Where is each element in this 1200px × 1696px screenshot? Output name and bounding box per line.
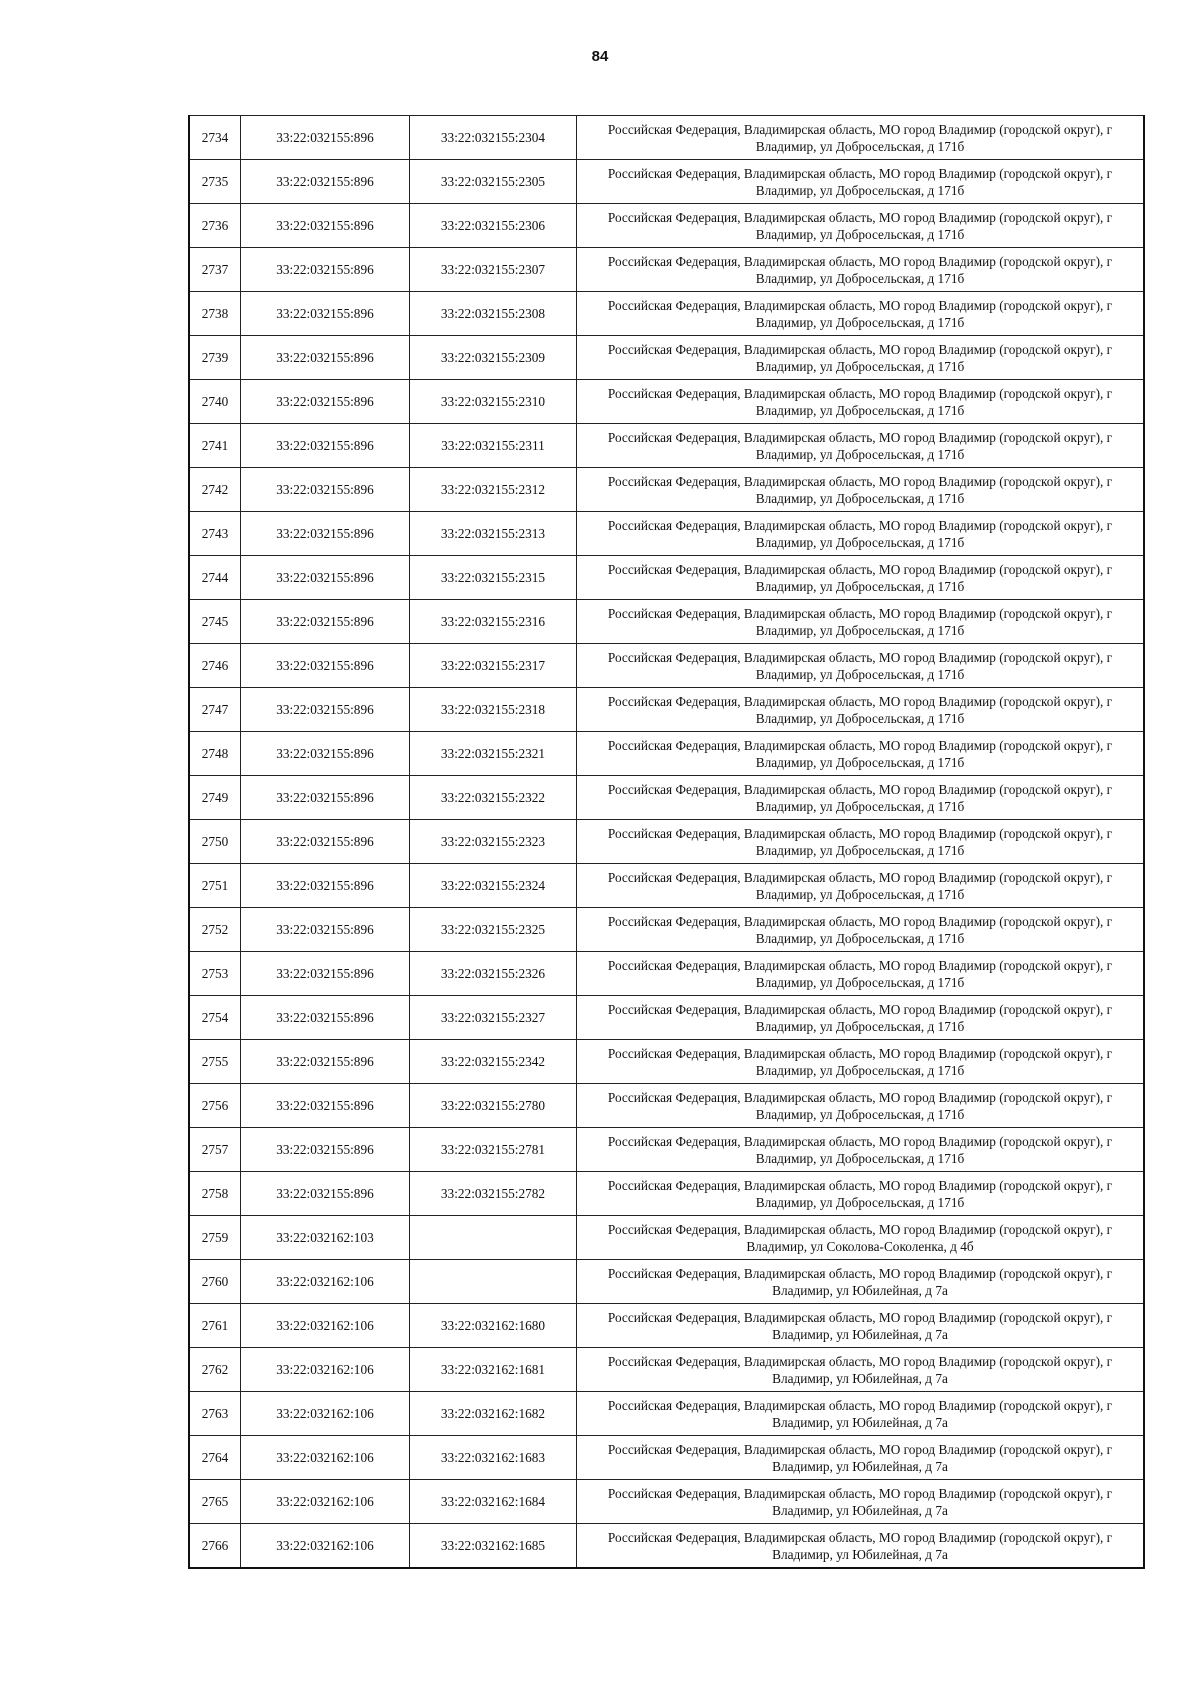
address-line-1: Российская Федерация, Владимирская область, МО город Владимир (городской округ), г <box>607 561 1113 577</box>
object-cadastral-number: 33:22:032155:2321 <box>410 732 577 776</box>
address-line-2: Владимир, ул Добросельская, д 171б <box>755 578 965 594</box>
address-line-2: Владимир, ул Добросельская, д 171б <box>755 490 965 506</box>
address-cell <box>577 1084 1145 1128</box>
object-cadastral-number: 33:22:032155:2327 <box>410 996 577 1040</box>
address-line-2: Владимир, ул Добросельская, д 171б <box>755 754 965 770</box>
row-number: 2761 <box>189 1304 241 1348</box>
row-number: 2734 <box>189 116 241 160</box>
table-row <box>189 1348 1144 1392</box>
parent-cadastral-number: 33:22:032155:896 <box>241 380 410 424</box>
row-number: 2759 <box>189 1216 241 1260</box>
table-row <box>189 600 1144 644</box>
parent-cadastral-number: 33:22:032155:896 <box>241 776 410 820</box>
address-line-2: Владимир, ул Добросельская, д 171б <box>755 1106 965 1122</box>
address-cell <box>577 116 1145 160</box>
address-line-2: Владимир, ул Добросельская, д 171б <box>755 138 965 154</box>
parent-cadastral-number: 33:22:032162:103 <box>241 1216 410 1260</box>
address-line-2: Владимир, ул Соколова-Соколенка, д 4б <box>746 1238 974 1254</box>
parent-cadastral-number: 33:22:032155:896 <box>241 1084 410 1128</box>
object-cadastral-number: 33:22:032155:2317 <box>410 644 577 688</box>
object-cadastral-number: 33:22:032155:2323 <box>410 820 577 864</box>
address-line-1: Российская Федерация, Владимирская область, МО город Владимир (городской округ), г <box>607 781 1113 797</box>
row-number: 2753 <box>189 952 241 996</box>
address-cell <box>577 160 1145 204</box>
parent-cadastral-number: 33:22:032155:896 <box>241 556 410 600</box>
address-line-1: Российская Федерация, Владимирская область, МО город Владимир (городской округ), г <box>607 209 1113 225</box>
object-cadastral-number: 33:22:032155:2324 <box>410 864 577 908</box>
address-cell <box>577 1480 1145 1524</box>
table-row <box>189 952 1144 996</box>
table-body <box>189 116 1144 1569</box>
address-line-2: Владимир, ул Добросельская, д 171б <box>755 1150 965 1166</box>
parent-cadastral-number: 33:22:032155:896 <box>241 248 410 292</box>
object-cadastral-number: 33:22:032155:2313 <box>410 512 577 556</box>
row-number: 2765 <box>189 1480 241 1524</box>
row-number: 2748 <box>189 732 241 776</box>
parent-cadastral-number: 33:22:032155:896 <box>241 512 410 556</box>
address-line-2: Владимир, ул Добросельская, д 171б <box>755 666 965 682</box>
row-number: 2754 <box>189 996 241 1040</box>
address-line-1: Российская Федерация, Владимирская область, МО город Владимир (городской округ), г <box>607 341 1113 357</box>
address-cell <box>577 1392 1145 1436</box>
object-cadastral-number <box>410 1216 577 1260</box>
parent-cadastral-number: 33:22:032162:106 <box>241 1480 410 1524</box>
address-line-1: Российская Федерация, Владимирская область, МО город Владимир (городской округ), г <box>607 737 1113 753</box>
table-row <box>189 864 1144 908</box>
address-line-1: Российская Федерация, Владимирская область, МО город Владимир (городской округ), г <box>607 1529 1113 1545</box>
object-cadastral-number: 33:22:032155:2308 <box>410 292 577 336</box>
table-row <box>189 248 1144 292</box>
address-line-2: Владимир, ул Добросельская, д 171б <box>755 930 965 946</box>
table-row <box>189 1304 1144 1348</box>
address-line-1: Российская Федерация, Владимирская область, МО город Владимир (городской округ), г <box>607 693 1113 709</box>
object-cadastral-number: 33:22:032162:1683 <box>410 1436 577 1480</box>
address-cell <box>577 204 1145 248</box>
table-row <box>189 820 1144 864</box>
address-cell <box>577 864 1145 908</box>
address-line-1: Российская Федерация, Владимирская область, МО город Владимир (городской округ), г <box>607 869 1113 885</box>
address-cell <box>577 1216 1145 1260</box>
address-line-1: Российская Федерация, Владимирская область, МО город Владимир (городской округ), г <box>607 1441 1113 1457</box>
table-row <box>189 204 1144 248</box>
object-cadastral-number: 33:22:032155:2305 <box>410 160 577 204</box>
row-number: 2758 <box>189 1172 241 1216</box>
object-cadastral-number: 33:22:032155:2780 <box>410 1084 577 1128</box>
table-row <box>189 116 1144 160</box>
address-line-2: Владимир, ул Добросельская, д 171б <box>755 226 965 242</box>
parent-cadastral-number: 33:22:032155:896 <box>241 1128 410 1172</box>
row-number: 2764 <box>189 1436 241 1480</box>
parent-cadastral-number: 33:22:032155:896 <box>241 644 410 688</box>
address-cell <box>577 1040 1145 1084</box>
address-line-2: Владимир, ул Добросельская, д 171б <box>755 534 965 550</box>
row-number: 2746 <box>189 644 241 688</box>
address-cell <box>577 996 1145 1040</box>
address-cell <box>577 600 1145 644</box>
table-row <box>189 776 1144 820</box>
address-line-2: Владимир, ул Юбилейная, д 7а <box>772 1458 948 1474</box>
address-line-1: Российская Федерация, Владимирская область, МО город Владимир (городской округ), г <box>607 297 1113 313</box>
object-cadastral-number: 33:22:032155:2310 <box>410 380 577 424</box>
table-row <box>189 468 1144 512</box>
address-cell <box>577 336 1145 380</box>
address-cell <box>577 1304 1145 1348</box>
parent-cadastral-number: 33:22:032162:106 <box>241 1524 410 1569</box>
object-cadastral-number: 33:22:032155:2304 <box>410 116 577 160</box>
parent-cadastral-number: 33:22:032155:896 <box>241 1040 410 1084</box>
address-line-2: Владимир, ул Добросельская, д 171б <box>755 182 965 198</box>
address-cell <box>577 1524 1145 1569</box>
address-line-1: Российская Федерация, Владимирская область, МО город Владимир (городской округ), г <box>607 473 1113 489</box>
object-cadastral-number: 33:22:032155:2311 <box>410 424 577 468</box>
address-line-2: Владимир, ул Добросельская, д 171б <box>755 974 965 990</box>
address-line-1: Российская Федерация, Владимирская область, МО город Владимир (городской округ), г <box>607 605 1113 621</box>
parent-cadastral-number: 33:22:032155:896 <box>241 952 410 996</box>
table-row <box>189 1436 1144 1480</box>
parent-cadastral-number: 33:22:032162:106 <box>241 1436 410 1480</box>
row-number: 2738 <box>189 292 241 336</box>
object-cadastral-number: 33:22:032155:2312 <box>410 468 577 512</box>
object-cadastral-number: 33:22:032155:2326 <box>410 952 577 996</box>
parent-cadastral-number: 33:22:032155:896 <box>241 600 410 644</box>
row-number: 2742 <box>189 468 241 512</box>
address-line-1: Российская Федерация, Владимирская область, МО город Владимир (городской округ), г <box>607 1177 1113 1193</box>
address-line-1: Российская Федерация, Владимирская область, МО город Владимир (городской округ), г <box>607 1309 1113 1325</box>
row-number: 2744 <box>189 556 241 600</box>
address-cell <box>577 1436 1145 1480</box>
table-row <box>189 1260 1144 1304</box>
row-number: 2762 <box>189 1348 241 1392</box>
address-line-1: Российская Федерация, Владимирская область, МО город Владимир (городской округ), г <box>607 957 1113 973</box>
object-cadastral-number: 33:22:032155:2309 <box>410 336 577 380</box>
table-row <box>189 292 1144 336</box>
row-number: 2735 <box>189 160 241 204</box>
object-cadastral-number: 33:22:032155:2307 <box>410 248 577 292</box>
address-line-1: Российская Федерация, Владимирская область, МО город Владимир (городской округ), г <box>607 165 1113 181</box>
row-number: 2749 <box>189 776 241 820</box>
address-line-2: Владимир, ул Юбилейная, д 7а <box>772 1502 948 1518</box>
table-row <box>189 1128 1144 1172</box>
table-row <box>189 1172 1144 1216</box>
address-line-1: Российская Федерация, Владимирская область, МО город Владимир (городской округ), г <box>607 649 1113 665</box>
table-row <box>189 1216 1144 1260</box>
address-cell <box>577 776 1145 820</box>
address-line-2: Владимир, ул Юбилейная, д 7а <box>772 1282 948 1298</box>
object-cadastral-number: 33:22:032155:2315 <box>410 556 577 600</box>
address-line-1: Российская Федерация, Владимирская область, МО город Владимир (городской округ), г <box>607 1265 1113 1281</box>
parent-cadastral-number: 33:22:032155:896 <box>241 292 410 336</box>
address-line-1: Российская Федерация, Владимирская область, МО город Владимир (городской округ), г <box>607 517 1113 533</box>
row-number: 2757 <box>189 1128 241 1172</box>
address-cell <box>577 1172 1145 1216</box>
table-row <box>189 1084 1144 1128</box>
address-line-2: Владимир, ул Добросельская, д 171б <box>755 446 965 462</box>
object-cadastral-number: 33:22:032155:2782 <box>410 1172 577 1216</box>
table-row <box>189 336 1144 380</box>
address-cell <box>577 292 1145 336</box>
row-number: 2745 <box>189 600 241 644</box>
parent-cadastral-number: 33:22:032155:896 <box>241 336 410 380</box>
parent-cadastral-number: 33:22:032162:106 <box>241 1392 410 1436</box>
address-cell <box>577 732 1145 776</box>
row-number: 2751 <box>189 864 241 908</box>
address-line-2: Владимир, ул Добросельская, д 171б <box>755 622 965 638</box>
address-line-2: Владимир, ул Добросельская, д 171б <box>755 842 965 858</box>
parent-cadastral-number: 33:22:032155:896 <box>241 160 410 204</box>
address-line-2: Владимир, ул Добросельская, д 171б <box>755 358 965 374</box>
object-cadastral-number: 33:22:032162:1682 <box>410 1392 577 1436</box>
address-line-1: Российская Федерация, Владимирская область, МО город Владимир (городской округ), г <box>607 1133 1113 1149</box>
object-cadastral-number: 33:22:032155:2306 <box>410 204 577 248</box>
row-number: 2760 <box>189 1260 241 1304</box>
address-line-1: Российская Федерация, Владимирская область, МО город Владимир (городской округ), г <box>607 385 1113 401</box>
address-cell <box>577 1260 1145 1304</box>
address-cell <box>577 512 1145 556</box>
table-row <box>189 160 1144 204</box>
address-line-2: Владимир, ул Добросельская, д 171б <box>755 402 965 418</box>
address-line-1: Российская Федерация, Владимирская область, МО город Владимир (городской округ), г <box>607 1353 1113 1369</box>
table-row <box>189 996 1144 1040</box>
row-number: 2750 <box>189 820 241 864</box>
address-cell <box>577 380 1145 424</box>
row-number: 2737 <box>189 248 241 292</box>
parent-cadastral-number: 33:22:032155:896 <box>241 820 410 864</box>
address-line-2: Владимир, ул Юбилейная, д 7а <box>772 1546 948 1562</box>
row-number: 2741 <box>189 424 241 468</box>
row-number: 2766 <box>189 1524 241 1569</box>
parent-cadastral-number: 33:22:032155:896 <box>241 424 410 468</box>
parent-cadastral-number: 33:22:032155:896 <box>241 1172 410 1216</box>
row-number: 2752 <box>189 908 241 952</box>
row-number: 2739 <box>189 336 241 380</box>
address-cell <box>577 952 1145 996</box>
page-number: 84 <box>591 48 609 65</box>
row-number: 2756 <box>189 1084 241 1128</box>
address-line-1: Российская Федерация, Владимирская область, МО город Владимир (городской округ), г <box>607 1045 1113 1061</box>
table-row <box>189 644 1144 688</box>
parent-cadastral-number: 33:22:032162:106 <box>241 1348 410 1392</box>
object-cadastral-number: 33:22:032155:2318 <box>410 688 577 732</box>
object-cadastral-number: 33:22:032155:2781 <box>410 1128 577 1172</box>
address-line-2: Владимир, ул Юбилейная, д 7а <box>772 1414 948 1430</box>
parent-cadastral-number: 33:22:032155:896 <box>241 204 410 248</box>
parent-cadastral-number: 33:22:032155:896 <box>241 996 410 1040</box>
table-row <box>189 908 1144 952</box>
address-line-1: Российская Федерация, Владимирская область, МО город Владимир (городской округ), г <box>607 1397 1113 1413</box>
address-cell <box>577 424 1145 468</box>
cadastral-table <box>188 115 1145 1569</box>
parent-cadastral-number: 33:22:032162:106 <box>241 1260 410 1304</box>
object-cadastral-number: 33:22:032155:2322 <box>410 776 577 820</box>
parent-cadastral-number: 33:22:032155:896 <box>241 908 410 952</box>
parent-cadastral-number: 33:22:032155:896 <box>241 116 410 160</box>
address-line-2: Владимир, ул Добросельская, д 171б <box>755 1018 965 1034</box>
address-cell <box>577 820 1145 864</box>
address-line-2: Владимир, ул Добросельская, д 171б <box>755 314 965 330</box>
object-cadastral-number: 33:22:032162:1685 <box>410 1524 577 1569</box>
address-cell <box>577 248 1145 292</box>
address-line-2: Владимир, ул Юбилейная, д 7а <box>772 1326 948 1342</box>
address-line-2: Владимир, ул Добросельская, д 171б <box>755 1062 965 1078</box>
address-line-2: Владимир, ул Добросельская, д 171б <box>755 886 965 902</box>
table-row <box>189 512 1144 556</box>
address-cell <box>577 908 1145 952</box>
object-cadastral-number: 33:22:032162:1681 <box>410 1348 577 1392</box>
parent-cadastral-number: 33:22:032162:106 <box>241 1304 410 1348</box>
address-cell <box>577 644 1145 688</box>
row-number: 2755 <box>189 1040 241 1084</box>
row-number: 2747 <box>189 688 241 732</box>
address-cell <box>577 556 1145 600</box>
table-row <box>189 424 1144 468</box>
table-row <box>189 732 1144 776</box>
object-cadastral-number: 33:22:032162:1684 <box>410 1480 577 1524</box>
address-cell <box>577 688 1145 732</box>
address-line-2: Владимир, ул Добросельская, д 171б <box>755 1194 965 1210</box>
table-row <box>189 1480 1144 1524</box>
address-line-2: Владимир, ул Добросельская, д 171б <box>755 710 965 726</box>
table-row <box>189 556 1144 600</box>
address-line-1: Российская Федерация, Владимирская область, МО город Владимир (городской округ), г <box>607 121 1113 137</box>
address-line-1: Российская Федерация, Владимирская область, МО город Владимир (городской округ), г <box>607 1001 1113 1017</box>
parent-cadastral-number: 33:22:032155:896 <box>241 468 410 512</box>
address-line-2: Владимир, ул Добросельская, д 171б <box>755 798 965 814</box>
table-row <box>189 688 1144 732</box>
row-number: 2740 <box>189 380 241 424</box>
address-line-2: Владимир, ул Добросельская, д 171б <box>755 270 965 286</box>
row-number: 2736 <box>189 204 241 248</box>
address-line-1: Российская Федерация, Владимирская область, МО город Владимир (городской округ), г <box>607 913 1113 929</box>
parent-cadastral-number: 33:22:032155:896 <box>241 732 410 776</box>
object-cadastral-number: 33:22:032155:2342 <box>410 1040 577 1084</box>
address-line-1: Российская Федерация, Владимирская область, МО город Владимир (городской округ), г <box>607 1089 1113 1105</box>
address-cell <box>577 1348 1145 1392</box>
object-cadastral-number: 33:22:032155:2316 <box>410 600 577 644</box>
table-row <box>189 380 1144 424</box>
address-line-1: Российская Федерация, Владимирская область, МО город Владимир (городской округ), г <box>607 1221 1113 1237</box>
address-line-1: Российская Федерация, Владимирская область, МО город Владимир (городской округ), г <box>607 825 1113 841</box>
address-line-2: Владимир, ул Юбилейная, д 7а <box>772 1370 948 1386</box>
row-number: 2763 <box>189 1392 241 1436</box>
address-line-1: Российская Федерация, Владимирская область, МО город Владимир (городской округ), г <box>607 253 1113 269</box>
object-cadastral-number <box>410 1260 577 1304</box>
object-cadastral-number: 33:22:032162:1680 <box>410 1304 577 1348</box>
address-cell <box>577 468 1145 512</box>
table-row <box>189 1040 1144 1084</box>
object-cadastral-number: 33:22:032155:2325 <box>410 908 577 952</box>
row-number: 2743 <box>189 512 241 556</box>
address-cell <box>577 1128 1145 1172</box>
address-line-1: Российская Федерация, Владимирская область, МО город Владимир (городской округ), г <box>607 429 1113 445</box>
parent-cadastral-number: 33:22:032155:896 <box>241 864 410 908</box>
parent-cadastral-number: 33:22:032155:896 <box>241 688 410 732</box>
table-row <box>189 1392 1144 1436</box>
address-line-1: Российская Федерация, Владимирская область, МО город Владимир (городской округ), г <box>607 1485 1113 1501</box>
table-row <box>189 1524 1144 1569</box>
